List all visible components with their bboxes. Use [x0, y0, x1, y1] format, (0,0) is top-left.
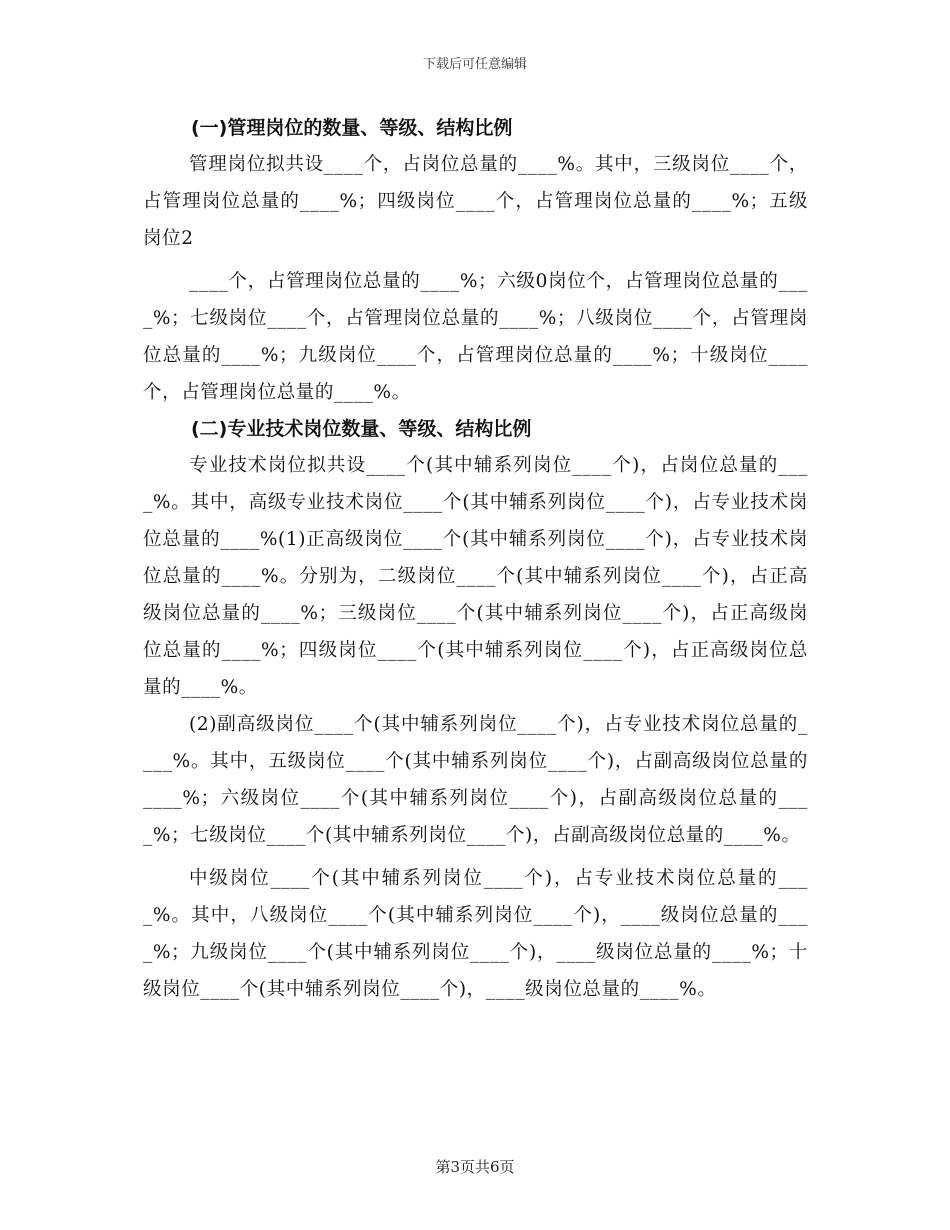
- paragraph: (2)副高级岗位____个(其中辅系列岗位____个)，占专业技术岗位总量的____%。其中，五级岗位____个(其中辅系列岗位____个)，占副高级岗位总量的____%；六级岗位____个(其中辅系列岗位____个)，占副高级岗位总量的____%；七级岗位____个(其中辅系列岗位____个)，占副高级岗位总量的____%。: [143, 714, 808, 846]
- paragraph: 专业技术岗位拟共设____个(其中辅系列岗位____个)，占岗位总量的____%。其中，高级专业技术岗位____个(其中辅系列岗位____个)，占专业技术岗位总量的____%(1)正高级岗位____个(其中辅系列岗位____个)，占专业技术岗位总量的____%。分别为，二级岗位____个(其中辅系列岗位____个)，占正高级岗位总量的____%；三级岗位____个(其中辅系列岗位____个)，占正高级岗位总量的____%；四级岗位____个(其中辅系列岗位____个)，占正高级岗位总量的____%。: [143, 455, 808, 698]
- paragraph: 管理岗位拟共设____个，占岗位总量的____%。其中，三级岗位____个，占管理岗位总量的____%；四级岗位____个，占管理岗位总量的____%；五级岗位2: [143, 154, 808, 249]
- paragraph: ____个，占管理岗位总量的____%；六级0岗位个，占管理岗位总量的____%；七级岗位____个，占管理岗位总量的____%；八级岗位____个，占管理岗位总量的____%；九级岗位____个，占管理岗位总量的____%；十级岗位____个，占管理岗位总量的____%。: [143, 271, 808, 403]
- document-body: [143, 110, 808, 1008]
- page-header: 下载后可任意编辑: [422, 57, 527, 72]
- paragraph: 中级岗位____个(其中辅系列岗位____个)，占专业技术岗位总量的____%。其中，八级岗位____个(其中辅系列岗位____个)，____级岗位总量的____%；九级岗位____个(其中辅系列岗位____个)，____级岗位总量的____%；十级岗位____个(其中辅系列岗位____个)，____级岗位总量的____%。: [143, 868, 808, 1000]
- section-heading: (一)管理岗位的数量、等级、结构比例: [191, 117, 513, 139]
- section-management: [143, 110, 808, 411]
- page-footer: 第3页共6页: [435, 1158, 515, 1176]
- section-professional: [143, 411, 808, 1008]
- section-heading: (二)专业技术岗位数量、等级、结构比例: [191, 418, 532, 440]
